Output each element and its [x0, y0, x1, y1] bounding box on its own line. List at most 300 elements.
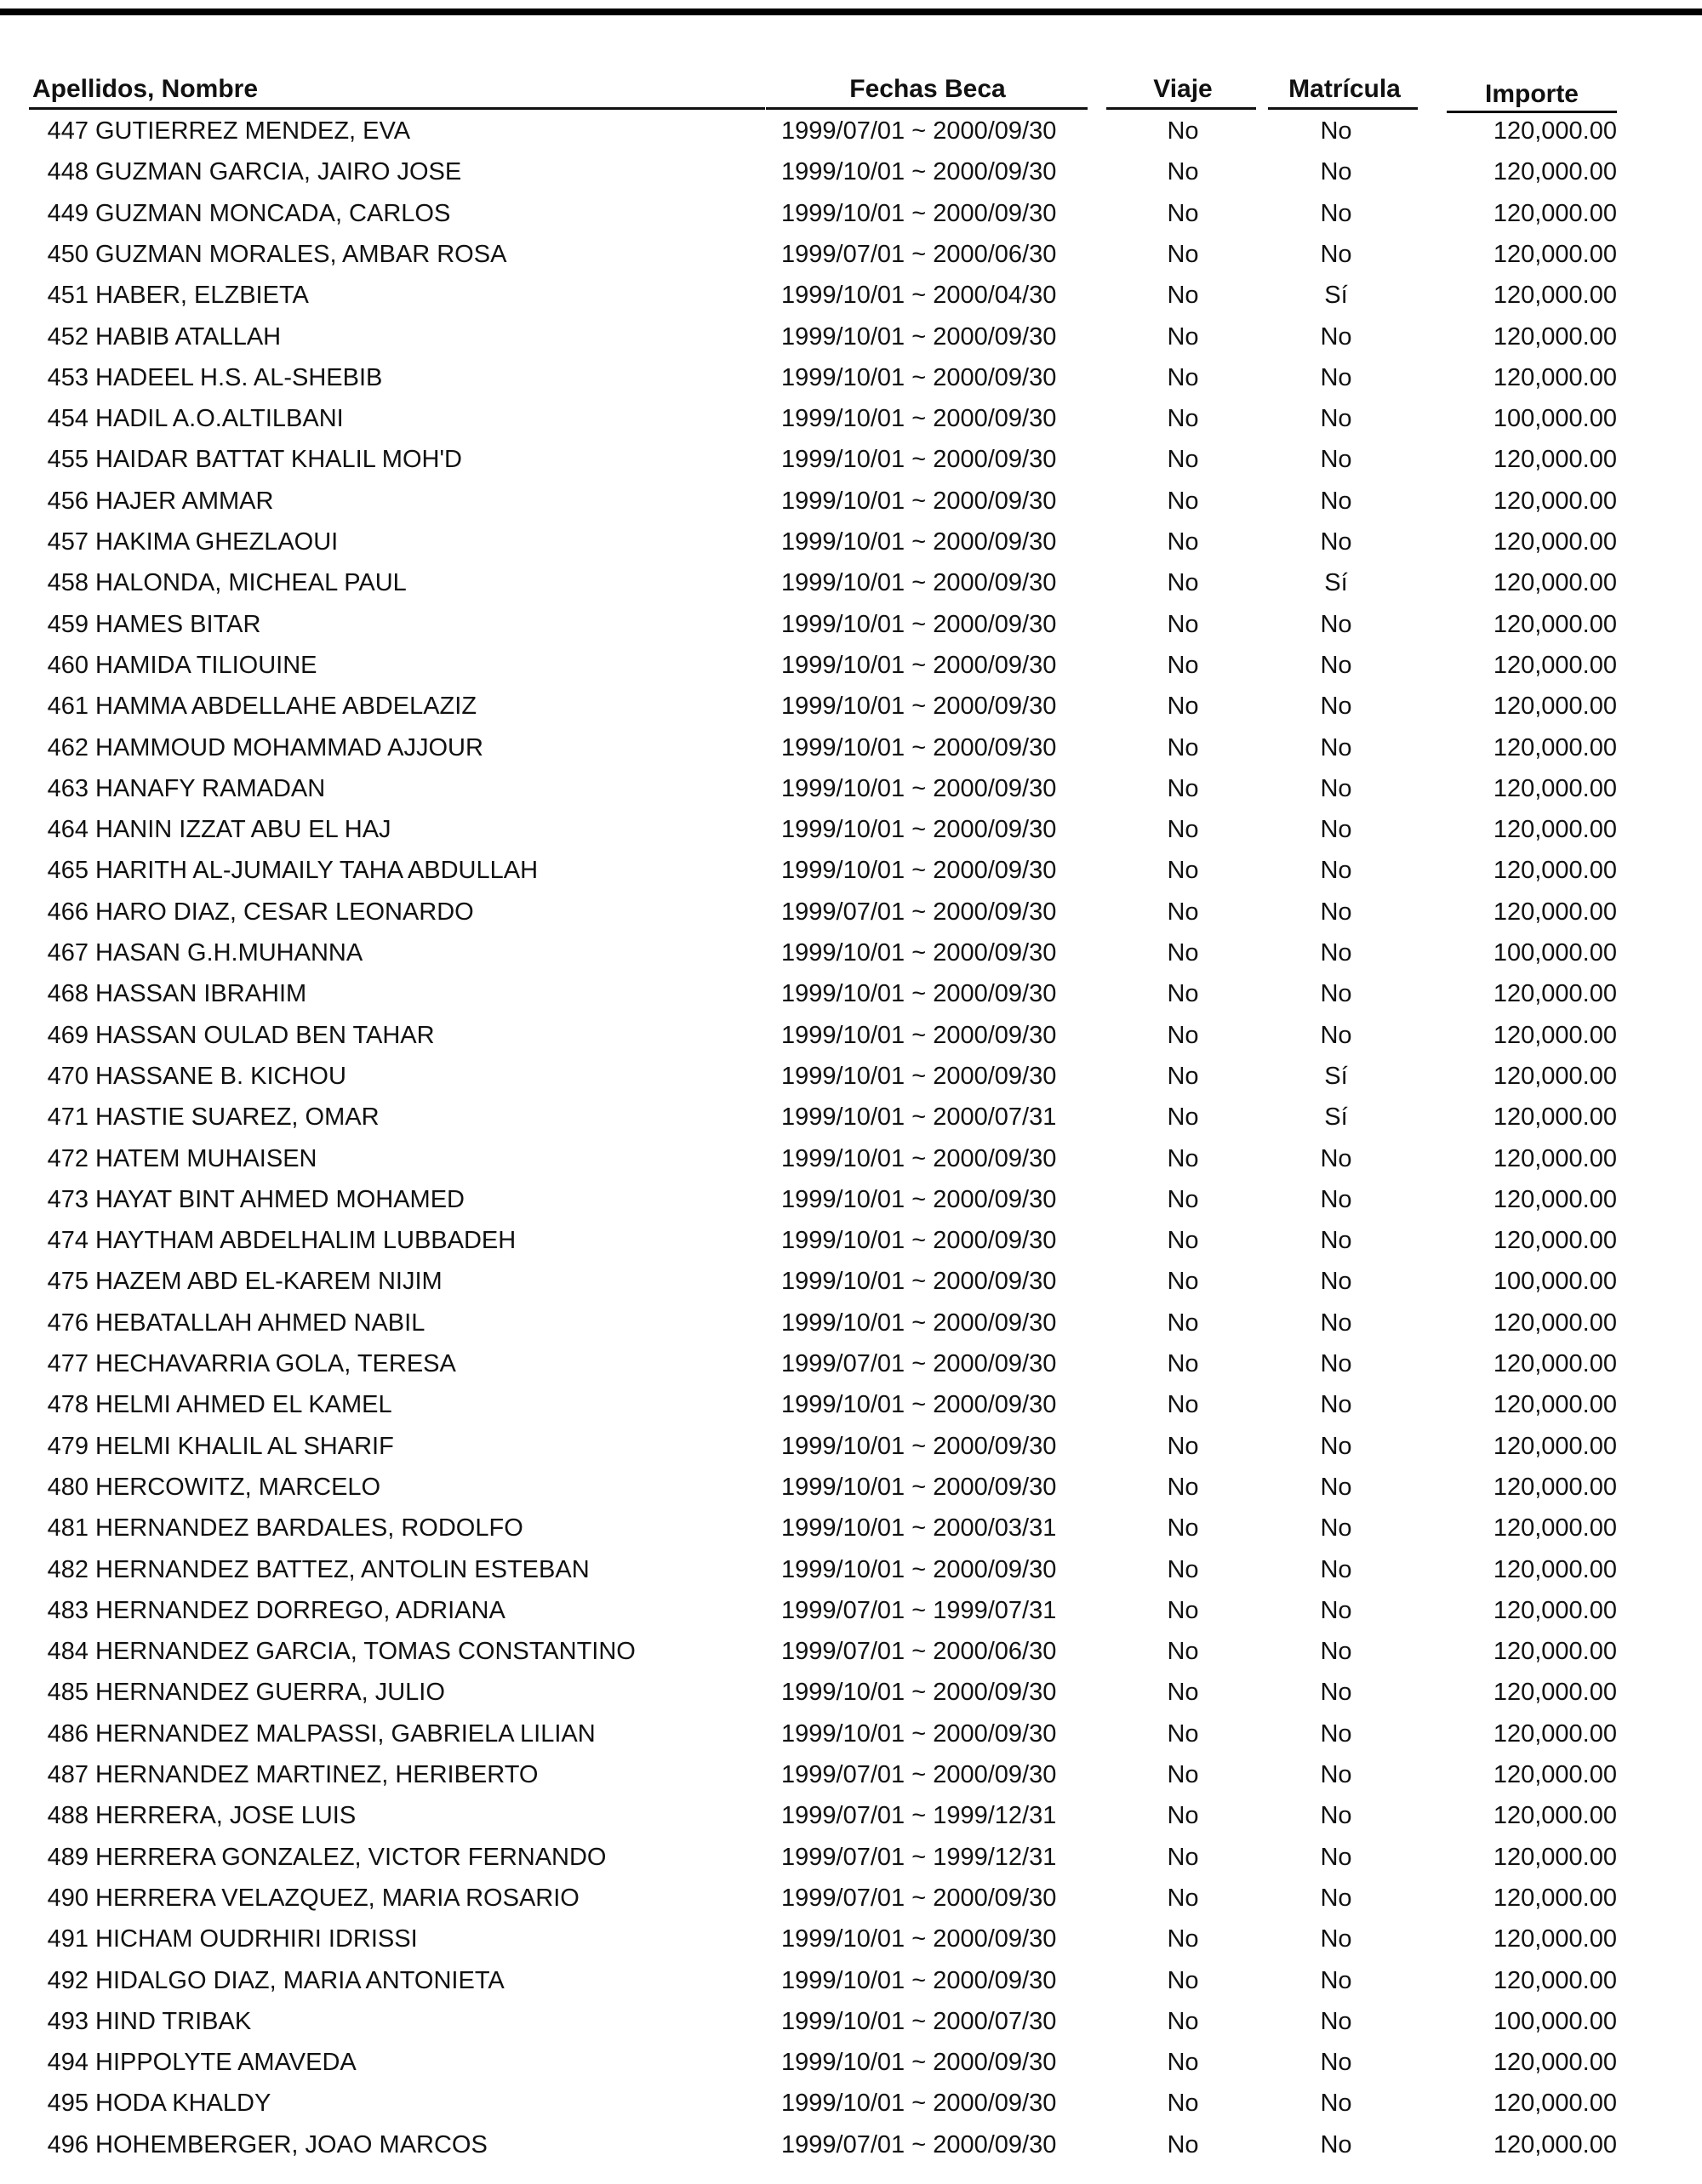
row-number: 468	[47, 980, 89, 1008]
table-row	[0, 488, 1702, 528]
row-viaje: No	[1167, 1638, 1199, 1666]
row-importe: 120,000.00	[1493, 857, 1617, 885]
row-viaje: No	[1167, 322, 1199, 351]
row-viaje: No	[1167, 980, 1199, 1008]
row-viaje: No	[1167, 610, 1199, 638]
row-name: HIPPOLYTE AMAVEDA	[95, 2049, 357, 2077]
table-row	[0, 1925, 1702, 1966]
row-name: HERNANDEZ DORREGO, ADRIANA	[95, 1596, 505, 1624]
row-matricula: Sí	[1324, 569, 1348, 597]
row-dates: 1999/10/01 ~ 2000/09/30	[781, 2049, 1057, 2077]
row-number: 459	[47, 610, 89, 638]
row-dates: 1999/10/01 ~ 2000/09/30	[781, 1309, 1057, 1337]
row-name: HERRERA, JOSE LUIS	[95, 1802, 357, 1830]
row-viaje: No	[1167, 1103, 1199, 1132]
row-viaje: No	[1167, 1802, 1199, 1830]
row-name: HELMI KHALIL AL SHARIF	[95, 1432, 394, 1460]
row-matricula: No	[1320, 1802, 1352, 1830]
row-number: 495	[47, 2090, 89, 2118]
row-dates: 1999/10/01 ~ 2000/09/30	[781, 569, 1057, 597]
row-importe: 120,000.00	[1493, 1185, 1617, 1213]
row-name: HEBATALLAH AHMED NABIL	[95, 1309, 426, 1337]
row-viaje: No	[1167, 240, 1199, 268]
row-dates: 1999/07/01 ~ 2000/09/30	[781, 898, 1057, 926]
row-dates: 1999/10/01 ~ 2000/09/30	[781, 405, 1057, 433]
row-viaje: No	[1167, 651, 1199, 679]
row-viaje: No	[1167, 487, 1199, 515]
row-viaje: No	[1167, 1679, 1199, 1707]
row-number: 493	[47, 2007, 89, 2035]
row-viaje: No	[1167, 2090, 1199, 2118]
row-viaje: No	[1167, 857, 1199, 885]
table-row	[0, 1186, 1702, 1227]
row-name: HADIL A.O.ALTILBANI	[95, 405, 344, 433]
row-matricula: No	[1320, 1144, 1352, 1172]
row-number: 494	[47, 2049, 89, 2077]
table-row	[0, 1227, 1702, 1268]
table-row	[0, 1844, 1702, 1885]
row-number: 460	[47, 651, 89, 679]
row-name: HAYAT BINT AHMED MOHAMED	[95, 1185, 465, 1213]
row-importe: 120,000.00	[1493, 1144, 1617, 1172]
row-viaje: No	[1167, 1843, 1199, 1871]
row-dates: 1999/10/01 ~ 2000/09/30	[781, 2090, 1057, 2118]
row-number: 457	[47, 528, 89, 556]
row-name: HABIB ATALLAH	[95, 322, 282, 351]
header-matricula: Matrícula	[1288, 75, 1401, 103]
row-matricula: No	[1320, 2090, 1352, 2118]
row-dates: 1999/07/01 ~ 2000/09/30	[781, 2130, 1057, 2158]
row-importe: 120,000.00	[1493, 1802, 1617, 1830]
row-viaje: No	[1167, 569, 1199, 597]
row-number: 454	[47, 405, 89, 433]
table-row	[0, 1433, 1702, 1474]
table-row	[0, 1350, 1702, 1391]
row-dates: 1999/07/01 ~ 1999/12/31	[781, 1843, 1057, 1871]
table-row	[0, 857, 1702, 898]
row-name: HASSANE B. KICHOU	[95, 1062, 346, 1090]
header-underline-importe	[1447, 111, 1617, 113]
row-number: 447	[47, 117, 89, 145]
row-matricula: No	[1320, 363, 1352, 391]
row-matricula: No	[1320, 1884, 1352, 1912]
row-dates: 1999/10/01 ~ 2000/09/30	[781, 199, 1057, 227]
row-viaje: No	[1167, 1062, 1199, 1090]
row-viaje: No	[1167, 1596, 1199, 1624]
row-number: 485	[47, 1679, 89, 1707]
row-number: 461	[47, 693, 89, 721]
header-underline-viaje	[1106, 107, 1256, 110]
row-importe: 120,000.00	[1493, 1514, 1617, 1542]
row-number: 462	[47, 733, 89, 761]
row-name: HIDALGO DIAZ, MARIA ANTONIETA	[95, 1966, 505, 1994]
row-number: 480	[47, 1473, 89, 1501]
row-dates: 1999/10/01 ~ 2000/09/30	[781, 693, 1057, 721]
table-row	[0, 1556, 1702, 1597]
row-importe: 120,000.00	[1493, 1679, 1617, 1707]
row-importe: 120,000.00	[1493, 693, 1617, 721]
row-number: 496	[47, 2130, 89, 2158]
row-name: HANIN IZZAT ABU EL HAJ	[95, 816, 391, 844]
row-importe: 100,000.00	[1493, 939, 1617, 967]
row-name: HOHEMBERGER, JOAO MARCOS	[95, 2130, 488, 2158]
row-importe: 120,000.00	[1493, 487, 1617, 515]
table-row	[0, 1967, 1702, 2008]
row-importe: 100,000.00	[1493, 1268, 1617, 1296]
row-name: HELMI AHMED EL KAMEL	[95, 1391, 392, 1419]
row-number: 463	[47, 774, 89, 802]
row-name: HADEEL H.S. AL-SHEBIB	[95, 363, 383, 391]
table-row	[0, 611, 1702, 652]
row-number: 479	[47, 1432, 89, 1460]
row-viaje: No	[1167, 1185, 1199, 1213]
row-importe: 120,000.00	[1493, 1596, 1617, 1624]
table-row	[0, 1474, 1702, 1514]
row-viaje: No	[1167, 898, 1199, 926]
row-name: HABER, ELZBIETA	[95, 282, 309, 310]
row-dates: 1999/10/01 ~ 2000/09/30	[781, 1268, 1057, 1296]
row-matricula: No	[1320, 1925, 1352, 1953]
row-number: 482	[47, 1555, 89, 1583]
row-matricula: No	[1320, 1350, 1352, 1377]
table-row	[0, 1391, 1702, 1432]
row-matricula: No	[1320, 939, 1352, 967]
row-number: 451	[47, 282, 89, 310]
row-dates: 1999/07/01 ~ 2000/09/30	[781, 1350, 1057, 1377]
row-importe: 120,000.00	[1493, 1843, 1617, 1871]
row-importe: 120,000.00	[1493, 816, 1617, 844]
row-number: 450	[47, 240, 89, 268]
row-viaje: No	[1167, 816, 1199, 844]
row-dates: 1999/10/01 ~ 2000/09/30	[781, 363, 1057, 391]
table-row	[0, 1309, 1702, 1350]
table-row	[0, 939, 1702, 980]
row-importe: 120,000.00	[1493, 2049, 1617, 2077]
table-row	[0, 1145, 1702, 1186]
row-number: 492	[47, 1966, 89, 1994]
row-number: 448	[47, 158, 89, 186]
row-name: HIND TRIBAK	[95, 2007, 252, 2035]
row-number: 478	[47, 1391, 89, 1419]
row-number: 481	[47, 1514, 89, 1542]
row-viaje: No	[1167, 1514, 1199, 1542]
row-dates: 1999/10/01 ~ 2000/09/30	[781, 816, 1057, 844]
row-importe: 120,000.00	[1493, 199, 1617, 227]
row-name: HANAFY RAMADAN	[95, 774, 326, 802]
row-name: HAMMA ABDELLAHE ABDELAZIZ	[95, 693, 477, 721]
row-name: HAIDAR BATTAT KHALIL MOH'D	[95, 446, 462, 474]
row-name: HAYTHAM ABDELHALIM LUBBADEH	[95, 1227, 517, 1255]
row-importe: 120,000.00	[1493, 363, 1617, 391]
row-name: HERNANDEZ MARTINEZ, HERIBERTO	[95, 1761, 539, 1788]
row-viaje: No	[1167, 2049, 1199, 2077]
table-row	[0, 816, 1702, 857]
header-importe: Importe	[1484, 80, 1579, 108]
row-matricula: No	[1320, 487, 1352, 515]
row-dates: 1999/10/01 ~ 2000/09/30	[781, 1966, 1057, 1994]
row-importe: 120,000.00	[1493, 1966, 1617, 1994]
row-dates: 1999/07/01 ~ 2000/09/30	[781, 1884, 1057, 1912]
row-dates: 1999/10/01 ~ 2000/09/30	[781, 651, 1057, 679]
row-matricula: No	[1320, 1679, 1352, 1707]
row-dates: 1999/10/01 ~ 2000/09/30	[781, 980, 1057, 1008]
row-matricula: No	[1320, 610, 1352, 638]
row-matricula: No	[1320, 693, 1352, 721]
row-viaje: No	[1167, 1309, 1199, 1337]
row-dates: 1999/10/01 ~ 2000/09/30	[781, 1021, 1057, 1049]
row-name: HERNANDEZ MALPASSI, GABRIELA LILIAN	[95, 1719, 596, 1748]
row-viaje: No	[1167, 528, 1199, 556]
row-dates: 1999/10/01 ~ 2000/09/30	[781, 446, 1057, 474]
row-matricula: No	[1320, 446, 1352, 474]
row-importe: 120,000.00	[1493, 240, 1617, 268]
row-importe: 120,000.00	[1493, 322, 1617, 351]
row-matricula: No	[1320, 1966, 1352, 1994]
row-matricula: No	[1320, 1843, 1352, 1871]
row-name: HAZEM ABD EL-KAREM NIJIM	[95, 1268, 443, 1296]
row-viaje: No	[1167, 1761, 1199, 1788]
row-name: HERNANDEZ GARCIA, TOMAS CONSTANTINO	[95, 1638, 636, 1666]
row-dates: 1999/10/01 ~ 2000/09/30	[781, 939, 1057, 967]
row-name: HODA KHALDY	[95, 2090, 271, 2118]
row-name: GUZMAN MORALES, AMBAR ROSA	[95, 240, 507, 268]
row-importe: 120,000.00	[1493, 282, 1617, 310]
table-row	[0, 898, 1702, 939]
row-dates: 1999/10/01 ~ 2000/09/30	[781, 158, 1057, 186]
row-dates: 1999/07/01 ~ 2000/09/30	[781, 1761, 1057, 1788]
row-importe: 120,000.00	[1493, 1062, 1617, 1090]
row-dates: 1999/10/01 ~ 2000/09/30	[781, 1391, 1057, 1419]
row-number: 470	[47, 1062, 89, 1090]
row-importe: 120,000.00	[1493, 158, 1617, 186]
row-number: 458	[47, 569, 89, 597]
row-importe: 120,000.00	[1493, 1719, 1617, 1748]
row-dates: 1999/07/01 ~ 2000/09/30	[781, 117, 1057, 145]
row-matricula: No	[1320, 528, 1352, 556]
row-viaje: No	[1167, 1925, 1199, 1953]
row-dates: 1999/07/01 ~ 2000/06/30	[781, 1638, 1057, 1666]
row-number: 491	[47, 1925, 89, 1953]
row-dates: 1999/10/01 ~ 2000/09/30	[781, 733, 1057, 761]
row-viaje: No	[1167, 1227, 1199, 1255]
table-row	[0, 1679, 1702, 1719]
row-viaje: No	[1167, 1391, 1199, 1419]
row-matricula: Sí	[1324, 1103, 1348, 1132]
row-dates: 1999/10/01 ~ 2000/09/30	[781, 1432, 1057, 1460]
header-underline-matricula	[1268, 107, 1418, 110]
row-number: 467	[47, 939, 89, 967]
row-matricula: No	[1320, 1719, 1352, 1748]
row-dates: 1999/10/01 ~ 2000/09/30	[781, 610, 1057, 638]
row-viaje: No	[1167, 1719, 1199, 1748]
row-matricula: Sí	[1324, 1062, 1348, 1090]
row-importe: 120,000.00	[1493, 569, 1617, 597]
row-matricula: No	[1320, 1514, 1352, 1542]
row-name: HERNANDEZ BARDALES, RODOLFO	[95, 1514, 523, 1542]
row-viaje: No	[1167, 1884, 1199, 1912]
row-matricula: No	[1320, 158, 1352, 186]
row-matricula: Sí	[1324, 282, 1348, 310]
table-row	[0, 282, 1702, 322]
row-number: 484	[47, 1638, 89, 1666]
table-row	[0, 241, 1702, 282]
top-rule	[0, 9, 1702, 15]
row-viaje: No	[1167, 1144, 1199, 1172]
row-number: 455	[47, 446, 89, 474]
row-dates: 1999/10/01 ~ 2000/09/30	[781, 1062, 1057, 1090]
row-viaje: No	[1167, 774, 1199, 802]
row-dates: 1999/10/01 ~ 2000/09/30	[781, 322, 1057, 351]
row-matricula: No	[1320, 199, 1352, 227]
row-importe: 120,000.00	[1493, 1103, 1617, 1132]
row-dates: 1999/07/01 ~ 1999/12/31	[781, 1802, 1057, 1830]
row-importe: 120,000.00	[1493, 1555, 1617, 1583]
row-dates: 1999/10/01 ~ 2000/09/30	[781, 1679, 1057, 1707]
row-name: GUTIERREZ MENDEZ, EVA	[95, 117, 411, 145]
row-importe: 120,000.00	[1493, 980, 1617, 1008]
table-row	[0, 528, 1702, 569]
row-viaje: No	[1167, 405, 1199, 433]
row-number: 489	[47, 1843, 89, 1871]
row-viaje: No	[1167, 1350, 1199, 1377]
table-row	[0, 1514, 1702, 1555]
row-name: HERRERA GONZALEZ, VICTOR FERNANDO	[95, 1843, 607, 1871]
row-matricula: No	[1320, 1391, 1352, 1419]
header-name: Apellidos, Nombre	[32, 75, 259, 103]
row-number: 456	[47, 487, 89, 515]
row-importe: 120,000.00	[1493, 733, 1617, 761]
row-name: HECHAVARRIA GOLA, TERESA	[95, 1350, 456, 1377]
table-row	[0, 364, 1702, 405]
row-number: 473	[47, 1185, 89, 1213]
row-viaje: No	[1167, 2007, 1199, 2035]
row-matricula: No	[1320, 1432, 1352, 1460]
row-viaje: No	[1167, 939, 1199, 967]
row-importe: 120,000.00	[1493, 2130, 1617, 2158]
row-name: HATEM MUHAISEN	[95, 1144, 317, 1172]
table-row	[0, 323, 1702, 364]
row-dates: 1999/10/01 ~ 2000/09/30	[781, 487, 1057, 515]
row-viaje: No	[1167, 117, 1199, 145]
row-matricula: No	[1320, 857, 1352, 885]
row-dates: 1999/10/01 ~ 2000/03/31	[781, 1514, 1057, 1542]
row-matricula: No	[1320, 405, 1352, 433]
row-matricula: No	[1320, 1555, 1352, 1583]
row-name: HARO DIAZ, CESAR LEONARDO	[95, 898, 474, 926]
row-matricula: No	[1320, 322, 1352, 351]
row-name: HAMMOUD MOHAMMAD AJJOUR	[95, 733, 483, 761]
row-importe: 100,000.00	[1493, 405, 1617, 433]
row-importe: 120,000.00	[1493, 610, 1617, 638]
table-row	[0, 158, 1702, 199]
row-importe: 120,000.00	[1493, 651, 1617, 679]
row-matricula: No	[1320, 1596, 1352, 1624]
row-viaje: No	[1167, 158, 1199, 186]
row-number: 486	[47, 1719, 89, 1748]
row-importe: 120,000.00	[1493, 774, 1617, 802]
row-dates: 1999/10/01 ~ 2000/09/30	[781, 774, 1057, 802]
row-dates: 1999/07/01 ~ 2000/06/30	[781, 240, 1057, 268]
table-row	[0, 1802, 1702, 1843]
header-dates: Fechas Beca	[849, 75, 1006, 103]
row-importe: 120,000.00	[1493, 1432, 1617, 1460]
row-viaje: No	[1167, 1966, 1199, 1994]
table-row	[0, 652, 1702, 693]
row-dates: 1999/10/01 ~ 2000/09/30	[781, 1227, 1057, 1255]
row-matricula: No	[1320, 774, 1352, 802]
row-number: 476	[47, 1309, 89, 1337]
table-row	[0, 1597, 1702, 1638]
table-row	[0, 405, 1702, 446]
row-matricula: No	[1320, 733, 1352, 761]
table-row	[0, 117, 1702, 158]
row-name: GUZMAN MONCADA, CARLOS	[95, 199, 451, 227]
row-name: HERNANDEZ GUERRA, JULIO	[95, 1679, 445, 1707]
row-viaje: No	[1167, 199, 1199, 227]
row-number: 465	[47, 857, 89, 885]
row-name: HASSAN IBRAHIM	[95, 980, 307, 1008]
row-importe: 120,000.00	[1493, 1350, 1617, 1377]
header-underline-name	[29, 107, 765, 110]
row-importe: 120,000.00	[1493, 1473, 1617, 1501]
table-row	[0, 1063, 1702, 1103]
header-viaje: Viaje	[1153, 75, 1213, 103]
row-number: 475	[47, 1268, 89, 1296]
row-matricula: No	[1320, 2007, 1352, 2035]
row-number: 477	[47, 1350, 89, 1377]
row-viaje: No	[1167, 1268, 1199, 1296]
row-viaje: No	[1167, 363, 1199, 391]
row-matricula: No	[1320, 1021, 1352, 1049]
row-matricula: No	[1320, 2049, 1352, 2077]
row-matricula: No	[1320, 2130, 1352, 2158]
row-matricula: No	[1320, 651, 1352, 679]
row-name: HERNANDEZ BATTEZ, ANTOLIN ESTEBAN	[95, 1555, 590, 1583]
row-viaje: No	[1167, 2130, 1199, 2158]
row-dates: 1999/10/01 ~ 2000/09/30	[781, 1144, 1057, 1172]
row-name: HARITH AL-JUMAILY TAHA ABDULLAH	[95, 857, 539, 885]
table-row	[0, 2008, 1702, 2049]
table-row	[0, 1761, 1702, 1802]
row-matricula: No	[1320, 898, 1352, 926]
table-row	[0, 569, 1702, 610]
table-row	[0, 1638, 1702, 1679]
row-viaje: No	[1167, 1021, 1199, 1049]
row-number: 466	[47, 898, 89, 926]
row-name: HERRERA VELAZQUEZ, MARIA ROSARIO	[95, 1884, 580, 1912]
row-matricula: No	[1320, 1268, 1352, 1296]
row-importe: 120,000.00	[1493, 1309, 1617, 1337]
table-row	[0, 2131, 1702, 2172]
row-number: 464	[47, 816, 89, 844]
row-matricula: No	[1320, 1227, 1352, 1255]
row-number: 487	[47, 1761, 89, 1788]
table-row	[0, 734, 1702, 775]
row-dates: 1999/10/01 ~ 2000/09/30	[781, 1719, 1057, 1748]
table-row	[0, 1103, 1702, 1144]
row-number: 452	[47, 322, 89, 351]
row-matricula: No	[1320, 117, 1352, 145]
row-importe: 120,000.00	[1493, 117, 1617, 145]
table-row	[0, 1720, 1702, 1761]
row-importe: 120,000.00	[1493, 1638, 1617, 1666]
row-matricula: No	[1320, 1638, 1352, 1666]
row-importe: 120,000.00	[1493, 1925, 1617, 1953]
row-name: HAJER AMMAR	[95, 487, 274, 515]
row-importe: 120,000.00	[1493, 1761, 1617, 1788]
row-number: 471	[47, 1103, 89, 1132]
row-importe: 120,000.00	[1493, 1884, 1617, 1912]
